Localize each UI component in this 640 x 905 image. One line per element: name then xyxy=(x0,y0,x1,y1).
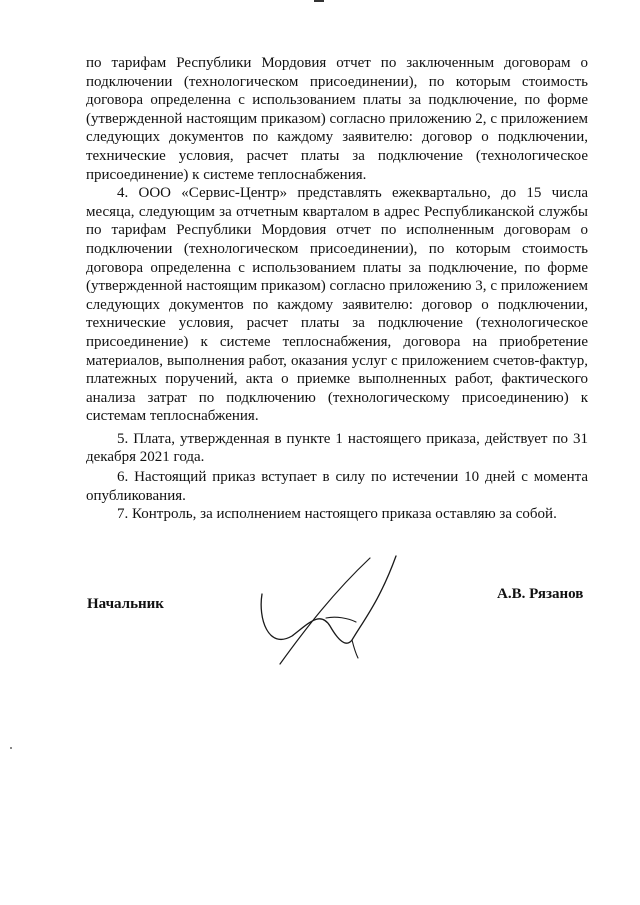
handwritten-signature xyxy=(256,548,416,673)
signatory-name: А.В. Рязанов xyxy=(497,586,584,602)
scan-speck xyxy=(10,747,12,749)
paragraph-item-7: 7. Контроль, за исполнением настоящего приказа оставляю за собой. xyxy=(117,506,557,523)
signatory-title: Начальник xyxy=(87,596,164,612)
paragraph-item-4: 4. ООО «Сервис-Центр» представлять ежеквартально, до 15 числа месяца, следующим за отчетным кварталом в адрес Республиканской службы по тарифам Республики Мордовия отчет по исполненным договорам о подключении (технологическом присоединении), по которым стоимость договора определенна с использованием платы за подключение, по форме (утвержденной настоящим приказом) согласно приложению 3, с приложением следующих документов по каждому заявителю: договор о подключении, технические условия, расчет платы за подключение (технологическое присоединение) к системе теплоснабжения, договора на приобретение материалов, выполнения работ, оказания услуг с приложением счетов-фактур, платежных поручений, акта о приемке выполненных работ, фактического анализа затрат по подключению (технологическому присоединению) к системам теплоснабжения. xyxy=(86,185,588,425)
paragraph-item-5: 5. Плата, утвержденная в пункте 1 настоящего приказа, действует по 31 декабря 2021 года. xyxy=(86,430,588,466)
page-number-mark xyxy=(314,0,324,2)
paragraph-item-6: 6. Настоящий приказ вступает в силу по истечении 10 дней с момента опубликования. xyxy=(86,469,588,504)
document-body xyxy=(86,54,588,524)
paragraph-continuation: по тарифам Республики Мордовия отчет по заключенным договорам о подключении (технологическом присоединении), по которым стоимость договора определенна с использованием платы за подключение, по форме (утвержденной настоящим приказом) согласно приложению 2, с приложением следующих документов по каждому заявителю: договор о подключении, технические условия, расчет платы за подключение (технологическое присоединение) к системе теплоснабжения. xyxy=(86,55,588,183)
